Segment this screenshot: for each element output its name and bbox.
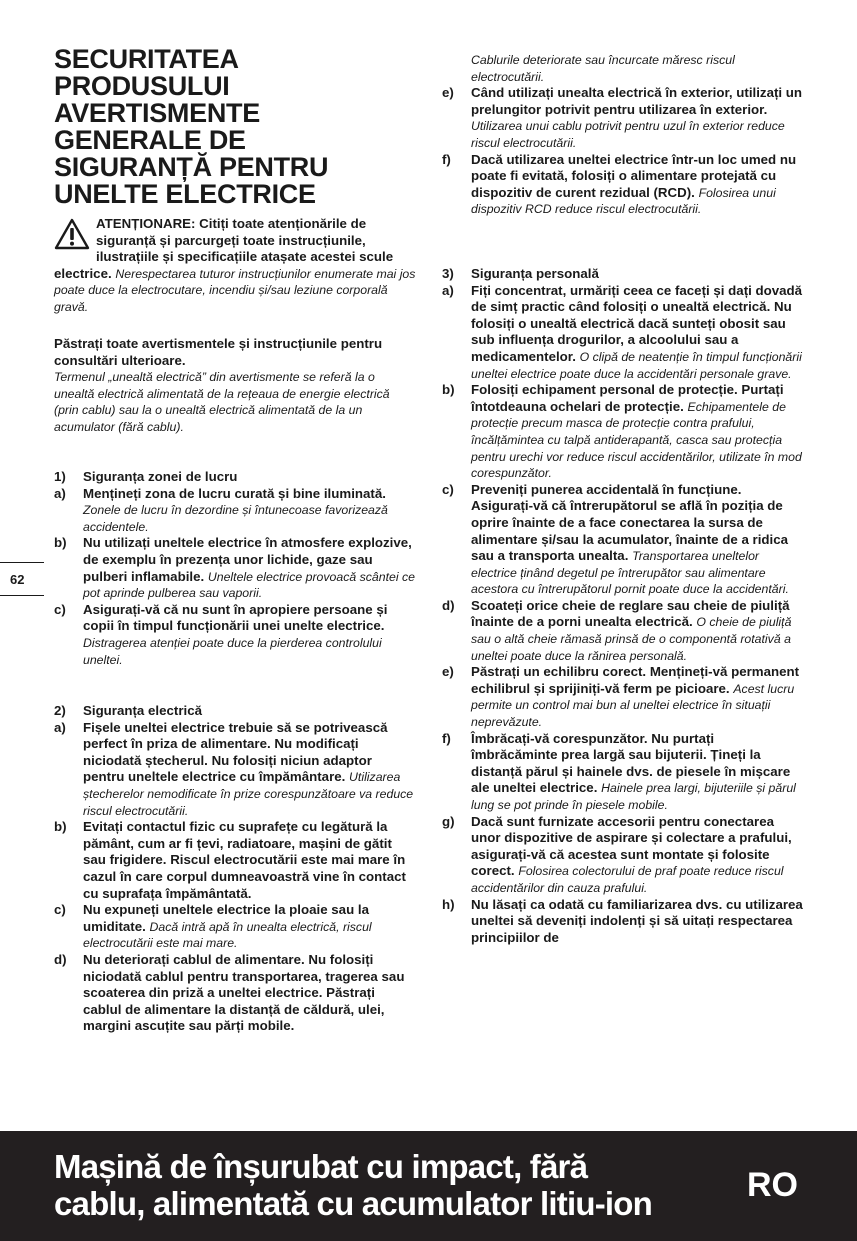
list-item: a) Mențineți zona de lucru curată și bine iluminată. Zonele de lucru în dezordine și întunecoase favorizează accidentele.: [54, 485, 388, 534]
page-title: [54, 46, 416, 208]
section-electrical-safety: [54, 703, 416, 1035]
list-item: b) Nu utilizați uneltele electrice în atmosfere explozive, de exemplu în prezența unor lichide, gaze sau pulberi inflamabile. Uneltele electrice provoacă scântei ce pot aprinde pulberea sau vaporii.: [54, 535, 415, 601]
keep-italic-text: Termenul „unealtă electrică” din avertismente se referă la o unealtă electrică alimentată de la rețeaua de energie electrică (prin cablu) sau la o unealtă electrică alimentată de la un acumulator (fără cablu).: [54, 370, 390, 434]
keep-bold-text: Păstrați toate avertismentele și instrucțiunile pentru consultări ulterioare.: [54, 336, 383, 368]
section-number: 1): [54, 469, 66, 484]
list-item: d) Nu deteriorați cablul de alimentare. Nu folosiți niciodată cablul pentru transportarea, tragerea sau scoaterea din priză a uneltei electrice. Păstrați cablul de alimentare la distanță de căldură, ulei, margini ascuțite sau părți mobile.: [54, 951, 405, 1034]
list-item: d) Scoateți orice cheie de reglare sau cheie de piuliță înainte de a porni unealta electrică. O cheie de piuliță sau o altă cheie rămasă prinsă de o componentă rotativă a uneltei poate duce la rănirea personală.: [442, 597, 792, 663]
footer-band: [0, 1131, 857, 1241]
list-item: c) Asigurați-vă că nu sunt în apropiere persoane și copii în timpul funcționării unei unelte electrice. Distragerea atenției poate duce la pierderea controlului uneltei.: [54, 601, 388, 667]
section-title: Siguranța electrică: [83, 703, 202, 718]
section-electrical-safety-continued: [442, 52, 804, 218]
product-title-line: cablu, alimentată cu acumulator litiu-ion: [54, 1185, 652, 1222]
list-item: c) Nu expuneți uneltele electrice la ploaie sau la umiditate. Dacă intră apă în unealta electrică, riscul electrocutării este mai mare.: [54, 902, 372, 951]
title-line: PRODUSULUI: [54, 71, 230, 101]
right-column: [442, 52, 804, 945]
title-line: SIGURANȚĂ PENTRU: [54, 152, 329, 182]
list-item: f) Dacă utilizarea uneltei electrice într-un loc umed nu poate fi evitată, folosiți o alimentare protejată cu dispozitiv de curent rezidual (RCD). Folosirea unui dispozitiv RCD reduce riscul electrocutării.: [442, 151, 797, 217]
section-number: 2): [54, 703, 66, 718]
list-item: c) Preveniți punerea accidentală în funcțiune. Asigurați-vă că întrerupătorul se află în poziția de oprire înainte de a face conectarea la sursa de alimentare și/sau la acumulator, înainte de a ridica sau a transporta unealta. Transportarea uneltelor electrice ținând degetul pe întrerupător sau alimentare acestora cu întrerupătorul pornit poate duce la accidentări.: [442, 481, 789, 597]
list-item: e) Păstrați un echilibru corect. Mențineți-vă permanent echilibrul și sprijiniți-vă ferm pe picioare. Acest lucru permite un control mai bun al uneltei electrice în situații neprevăzute.: [442, 664, 800, 730]
list-item: h) Nu lăsați ca odată cu familiarizarea dvs. cu utilizarea uneltei să deveniți indolenți și să uitați respectarea principiilor de: [442, 896, 803, 945]
warning-triangle-icon: [54, 218, 90, 250]
list-item: b) Folosiți echipament personal de protecție. Purtați întotdeauna ochelari de protecție. Echipamentele de protecție precum masca de protecție contra prafului, încălțămintea cu talpă antiderapantă, casca sau protecția pentru urechi vor reduce riscul accidentărilor, utilizate în mod corespunzător.: [442, 382, 802, 481]
section-work-area: [54, 469, 416, 668]
warning-block: [54, 216, 416, 316]
product-title: [54, 1148, 754, 1222]
list-item: b) Evitați contactul fizic cu suprafețe cu legătură la pământ, cum ar fi țevi, radiatoare, mașini de gătit sau frigidere. Riscul electrocutării este mai mare în cazul în care corpul dumneavoastră vine în contact cu suprafața împământată.: [54, 819, 406, 901]
section-title: Siguranța personală: [471, 266, 599, 281]
section-personal-safety: [442, 266, 804, 946]
page-number-marker: [0, 562, 44, 596]
list-item: a) Fișele uneltei electrice trebuie să se potrivească perfect în priza de alimentare. Nu modificați niciodată ștecherul. Nu folosiți niciun adaptor pentru uneltele electrice cu împământare. Utilizarea ștecherelor nemodificate în prize corespunzătoare va reduce riscul electrocutării.: [54, 719, 414, 818]
title-line: UNELTE ELECTRICE: [54, 179, 316, 209]
product-title-line: Mașină de înșurubat cu impact, fără: [54, 1148, 588, 1185]
list-item: g) Dacă sunt furnizate accesorii pentru conectarea unor dispozitive de aspirare și colectare a prafului, asigurați-vă că acestea sunt montate și folosite corect. Folosirea colectorului de praf poate reduce riscul accidentărilor din cauza prafului.: [442, 813, 792, 895]
language-code: RO: [747, 1166, 798, 1204]
title-line: GENERALE DE: [54, 125, 246, 155]
list-item: f) Îmbrăcați-vă corespunzător. Nu purtați îmbrăcăminte prea largă sau bijuterii. Țineți la distanță părul și hainele dvs. de piesele în mișcare ale uneltei electrice. Hainele prea largi, bijuteriile și părul lung se pot prinde în piesele mobile.: [442, 730, 796, 812]
section-number: 3): [442, 266, 454, 281]
section-title: Siguranța zonei de lucru: [83, 469, 238, 484]
list-item: a) Fiți concentrat, urmăriți ceea ce faceți și dați dovadă de simț practic când folosiți o unealtă electrică. Nu folosiți o unealtă electrică dacă sunteți obosit sau sub influența drogurilor, a alcoolului sau a medicamentelor. O clipă de neatenție în timpul funcționării uneltei electrice poate duce la accidentări personale grave.: [442, 282, 803, 381]
list-item-continued: Cablurile deteriorate sau încurcate măresc riscul electrocutării.: [471, 53, 735, 84]
title-line: SECURITATEA: [54, 44, 239, 74]
page-number: 62: [10, 572, 25, 587]
list-item: e) Când utilizați unealta electrică în exterior, utilizați un prelungitor potrivit pentru utilizarea în exterior. Utilizarea unui cablu potrivit pentru uzul în exterior reduce riscul electrocutării.: [442, 85, 803, 150]
keep-instructions-block: [54, 336, 416, 436]
warning-italic-text: Nerespectarea tuturor instrucțiunilor enumerate mai jos poate duce la electrocutare, incendiu și/sau leziune corporală gravă.: [54, 266, 416, 314]
title-line: AVERTISMENTE: [54, 98, 260, 128]
warning-bold-text: ATENȚIONARE: Citiți toate atenționările de siguranță și parcurgeți toate instrucțiunile, ilustrațiile și specificațiile atașate acestei scule electrice.: [54, 216, 394, 281]
